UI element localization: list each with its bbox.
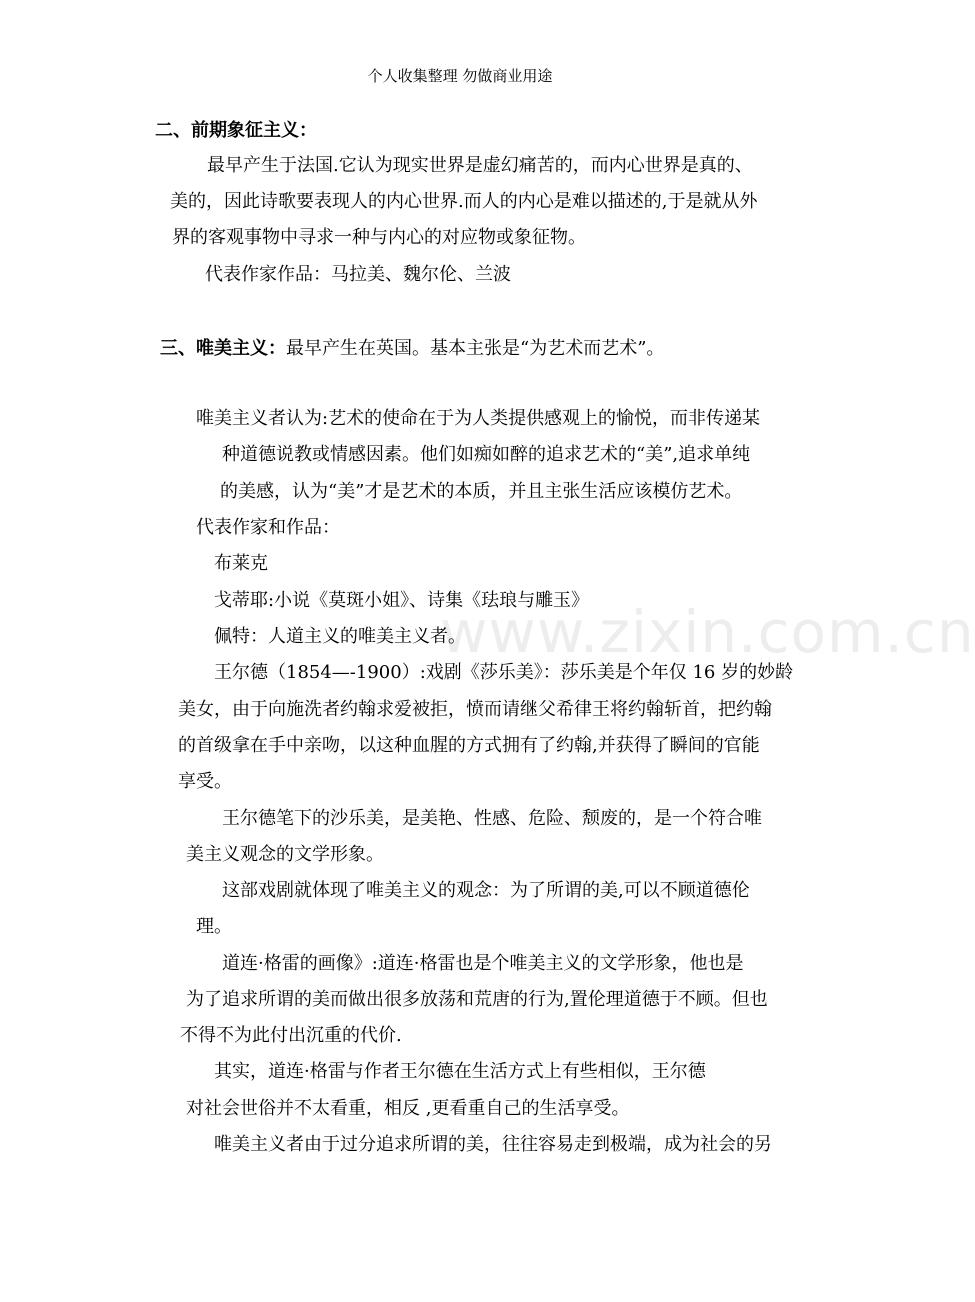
s2-paragraph-line: 最早产生于法国.它认为现实世界是虚幻痛苦的，而内心世界是真的、	[207, 155, 753, 176]
dorian-paragraph-line: 道连·格雷的画像》:道连·格雷也是个唯美主义的文学形象，他也是	[222, 953, 744, 974]
wilde-paragraph-line: 的首级拿在手中亲吻，以这种血腥的方式拥有了约翰,并获得了瞬间的官能	[178, 735, 760, 756]
s3-paragraph-line: 唯美主义者认为:艺术的使命在于为人类提供感观上的愉悦，而非传递某	[196, 408, 761, 429]
similar-paragraph-line: 其实，道连·格雷与作者王尔德在生活方式上有些相似，王尔德	[214, 1061, 706, 1082]
page-header: 个人收集整理 勿做商业用途	[367, 67, 553, 85]
wilde-paragraph-line: 享受。	[178, 771, 232, 792]
section-3-heading: 三、唯美主义：	[160, 338, 286, 359]
dorian-paragraph-line: 为了追求所谓的美而做出很多放荡和荒唐的行为,置伦理道德于不顾。但也	[186, 989, 768, 1010]
play-paragraph-line: 这部戏剧就体现了唯美主义的观念：为了所谓的美,可以不顾道德伦	[222, 880, 750, 901]
section-3-intro: 最早产生在英国。基本主张是“为艺术而艺术”。	[286, 338, 665, 359]
salome-paragraph-line: 王尔德笔下的沙乐美，是美艳、性感、危险、颓废的，是一个符合唯	[222, 808, 762, 829]
author-blake: 布莱克	[214, 553, 268, 574]
watermark: www.zixin.com.cn	[440, 598, 975, 666]
section-2-heading: 二、前期象征主义：	[155, 120, 317, 141]
similar-paragraph-line: 对社会世俗并不太看重，相反 ,更看重自己的生活享受。	[186, 1098, 630, 1119]
author-pater: 佩特：人道主义的唯美主义者。	[214, 626, 466, 647]
wilde-paragraph-line: 美女，由于向施洗者约翰求爱被拒，愤而请继父希律王将约翰斩首，把约翰	[178, 699, 772, 720]
dorian-paragraph-line: 不得不为此付出沉重的代价.	[180, 1025, 402, 1046]
play-paragraph-line: 理。	[196, 916, 232, 937]
s3-representatives-label: 代表作家和作品：	[196, 517, 340, 538]
s3-paragraph-line: 的美感，认为“美”才是艺术的本质，并且主张生活应该模仿艺术。	[220, 481, 743, 502]
s2-representatives: 代表作家作品：马拉美、魏尔伦、兰波	[205, 264, 511, 285]
section-3-title-line	[160, 337, 664, 361]
s2-paragraph-line: 美的，因此诗歌要表现人的内心世界.而人的内心是难以描述的,于是就从外	[170, 191, 758, 212]
s3-paragraph-line: 种道德说教或情感因素。他们如痴如醉的追求艺术的“美”,追求单纯	[222, 444, 751, 465]
salome-paragraph-line: 美主义观念的文学形象。	[186, 844, 384, 865]
author-gautier: 戈蒂耶:小说《莫斑小姐》、诗集《珐琅与雕玉》	[214, 590, 590, 611]
wilde-paragraph-line: 王尔德（1854—-1900）:戏剧《莎乐美》：莎乐美是个年仅 16 岁的妙龄	[214, 662, 794, 683]
s2-paragraph-line: 界的客观事物中寻求一种与内心的对应物或象征物。	[172, 227, 586, 248]
last-paragraph-line: 唯美主义者由于过分追求所谓的美，往往容易走到极端，成为社会的另	[214, 1134, 772, 1155]
